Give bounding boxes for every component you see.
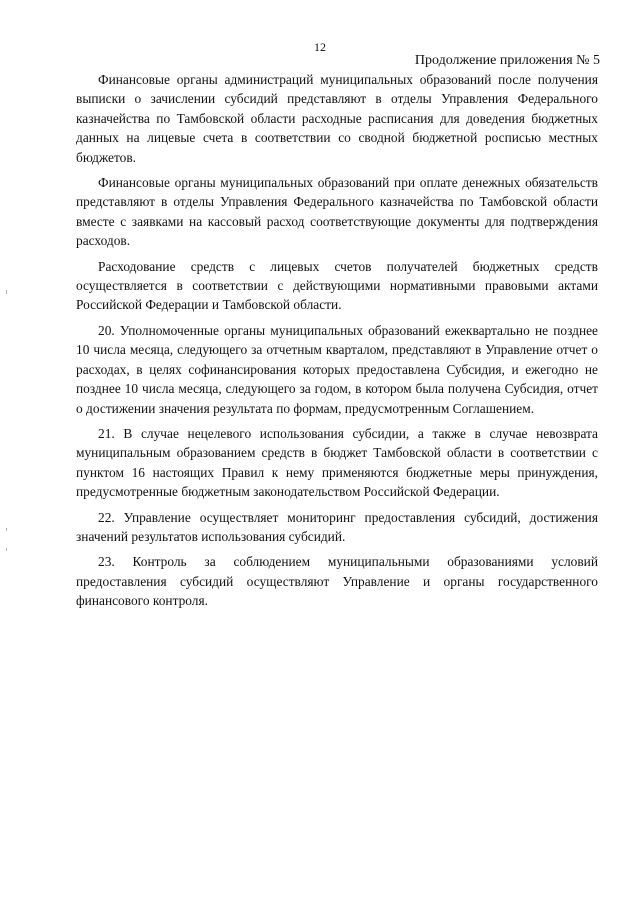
scan-artifact-mark [6, 290, 7, 294]
paragraph-item-20-reporting: 20. Уполномоченные органы муниципальных образований ежеквартально не позднее 10 числа месяца, следующего за отчетным кварталом, представляют в Управление отчет о расходах, в целях софинансирования которых предоставлена Субсидия, и ежегодно не позднее 10 числа месяца, следующего за годом, в котором была получена Субсидия, отчет о достижении значения результата по формам, предусмотренным Соглашением. [76, 322, 598, 416]
paragraph-payment-documents: Финансовые органы муниципальных образований при оплате денежных обязательств представляют в отделы Управления Федерального казначейства по Тамбовской области вместе с заявками на кассовый расход соответствующие документы для подтверждения расходов. [76, 175, 598, 249]
scan-artifact-mark [6, 528, 7, 531]
appendix-continuation-note: Продолжение приложения № 5 [414, 53, 600, 68]
paragraph-item-22-monitoring: 22. Управление осуществляет мониторинг предоставления субсидий, достижения значений результатов использования субсидий. [76, 509, 598, 544]
paragraph-budget-schedules: Финансовые органы администраций муниципальных образований после получения выписки о зачислении субсидий представляют в отделы Управления Федерального казначейства по Тамбовской области расходные расписания для доведения бюджетных данных на лицевые счета в соответствии со сводной бюджетной росписью местных бюджетов. [76, 72, 598, 165]
paragraph-item-23-control: 23. Контроль за соблюдением муниципальными образованиями условий предоставления субсидий осуществляют Управление и органы государственного финансового контроля. [76, 554, 598, 609]
page-number: 12 [314, 40, 326, 54]
document-body [76, 70, 598, 611]
scan-artifact-mark [6, 548, 7, 551]
paragraph-item-21-misuse: 21. В случае нецелевого использования субсидии, а также в случае невозврата муниципальным образованием средств в бюджет Тамбовской области в соответствии с пунктом 16 настоящих Правил к нему применяются бюджетные меры принуждения, предусмотренные бюджетным законодательством Российской Федерации. [76, 425, 598, 500]
paragraph-spending-rules: Расходование средств с лицевых счетов получателей бюджетных средств осуществляется в соответствии с действующими нормативными правовыми актами Российской Федерации и Тамбовской области. [76, 258, 598, 313]
